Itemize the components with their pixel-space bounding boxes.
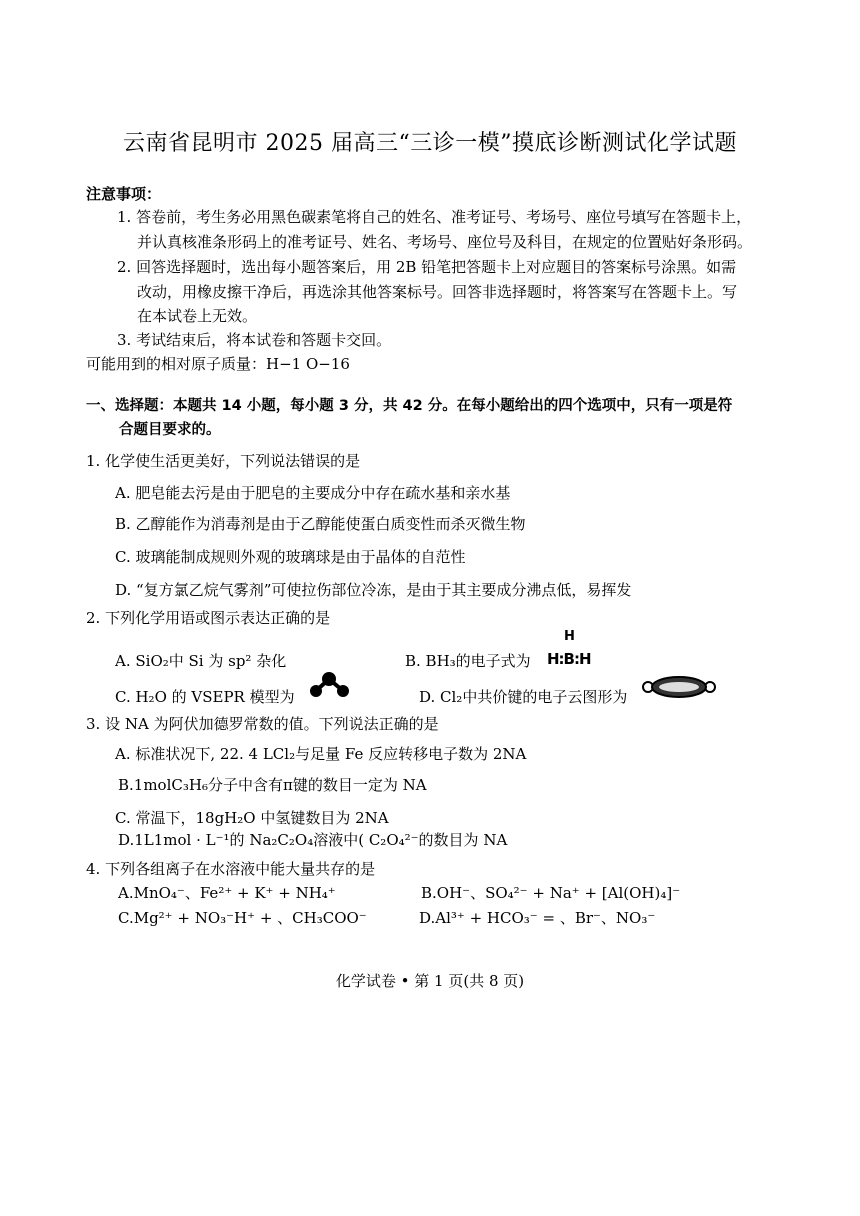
notice-item-1-cont: 并认真核准条形码上的准考证号、姓名、考场号、座位号及科目，在规定的位置贴好条形码。: [137, 233, 753, 251]
atomic-mass-line: 可能用到的相对原子质量：H−1 O−16: [86, 355, 350, 373]
notice-heading: 注意事项：: [86, 185, 162, 203]
q1-option-d: D. “复方氯乙烷气雾剂”可使拉伤部位冷冻，是由于其主要成分沸点低，易挥发: [115, 581, 632, 599]
section1-heading: 一、选择题：本题共 14 小题，每小题 3 分，共 42 分。在每小题给出的四个选项中，只有一项是符: [86, 398, 733, 414]
notice-item-1: 1. 答卷前，考生务必用黑色碳素笔将自己的姓名、准考证号、考场号、座位号填写在答题卡上，: [117, 208, 752, 226]
q4-option-c: C.Mg²⁺ + NO₃⁻H⁺ + 、CH₃COO⁻: [118, 909, 367, 927]
q2-option-c: C. H₂O 的 VSEPR 模型为: [115, 688, 295, 706]
cl2-electron-cloud-icon: [640, 675, 718, 701]
notice-item-2: 2. 回答选择题时，选出每小题答案后，用 2B 铅笔把答题卡上对应题目的答案标号涂黑。如需: [117, 258, 737, 276]
q4-option-b: B.OH⁻、SO₄²⁻ + Na⁺ + [Al(OH)₄]⁻: [421, 884, 681, 902]
bh3-lewis-structure: H:B:H: [547, 650, 591, 668]
q1-stem: 1. 化学使生活更美好，下列说法错误的是: [86, 452, 361, 470]
page-footer: 化学试卷 • 第 1 页(共 8 页): [335, 972, 525, 990]
q2-option-a: A. SiO₂中 Si 为 sp² 杂化: [115, 652, 287, 670]
q2-stem: 2. 下列化学用语或图示表达正确的是: [86, 609, 331, 627]
exam-title: 云南省昆明市 2025 届高三“三诊一模”摸底诊断测试化学试题: [123, 131, 737, 156]
q3-option-d: D.1L1mol · L⁻¹的 Na₂C₂O₄溶液中( C₂O₄²⁻的数目为 NA: [118, 831, 508, 849]
q3-stem: 3. 设 NA 为阿伏加德罗常数的值。下列说法正确的是: [86, 715, 439, 733]
q3-option-c: C. 常温下，18gH₂O 中氢键数目为 2NA: [115, 809, 389, 827]
q4-stem: 4. 下列各组离子在水溶液中能大量共存的是: [86, 860, 376, 878]
notice-item-2-cont: 改动，用橡皮擦干净后，再选涂其他答案标号。回答非选择题时，将答案写在答题卡上。写: [137, 283, 738, 301]
notice-item-3: 3. 考试结束后，将本试卷和答题卡交回。: [117, 331, 392, 349]
q3-option-b: B.1molC₃H₆分子中含有π键的数目一定为 NA: [118, 776, 427, 794]
q4-option-d: D.Al³⁺ + HCO₃⁻ = 、Br⁻、NO₃⁻: [419, 909, 656, 927]
q2-option-d: D. Cl₂中共价键的电子云图形为: [419, 688, 628, 706]
bh3-lewis-top-h: H: [564, 629, 575, 644]
q2-option-b: B. BH₃的电子式为: [405, 652, 531, 670]
water-vsepr-model-icon: [306, 670, 352, 700]
q4-option-a: A.MnO₄⁻、Fe²⁺ + K⁺ + NH₄⁺: [118, 884, 336, 902]
q1-option-a: A. 肥皂能去污是由于肥皂的主要成分中存在疏水基和亲水基: [115, 484, 511, 502]
q3-option-a: A. 标准状况下, 22. 4 LCl₂与足量 Fe 反应转移电子数为 2NA: [115, 745, 527, 763]
q1-option-c: C. 玻璃能制成规则外观的玻璃球是由于晶体的自范性: [115, 548, 466, 566]
q1-option-b: B. 乙醇能作为消毒剂是由于乙醇能使蛋白质变性而杀灭微生物: [115, 515, 526, 533]
notice-item-2-cont2: 在本试卷上无效。: [137, 307, 258, 325]
section1-heading-cont: 合题目要求的。: [119, 422, 221, 438]
